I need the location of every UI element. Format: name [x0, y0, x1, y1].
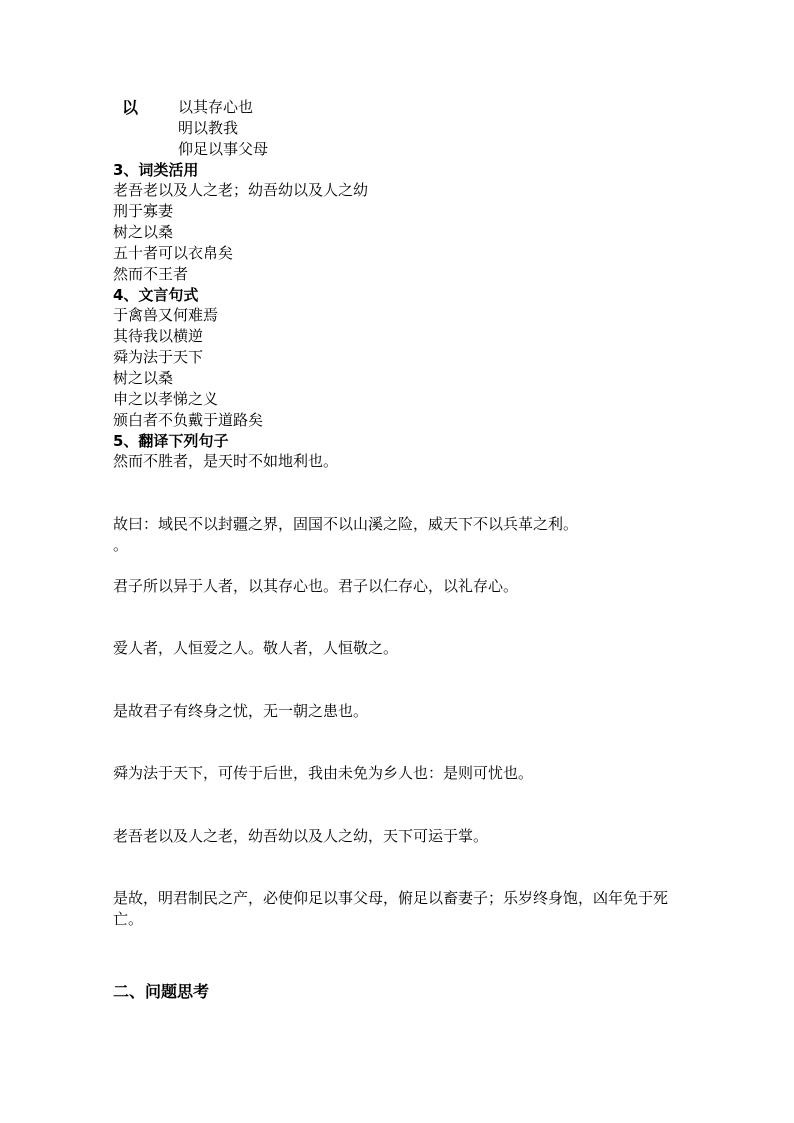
list-item: 树之以桑: [113, 223, 174, 241]
translation-sentence: 是故君子有终身之忧，无一朝之患也。: [113, 702, 369, 720]
translation-sentence: 君子所以异于人者，以其存心也。君子以仁存心，以礼存心。: [113, 577, 519, 595]
translation-sentence: 。: [113, 536, 129, 554]
list-item: 树之以桑: [113, 369, 174, 387]
list-item: 申之以孝悌之义: [113, 390, 219, 408]
translation-sentence: 故曰：域民不以封疆之界，固国不以山溪之险，威天下不以兵革之利。: [113, 515, 579, 533]
translation-sentence: 是故，明君制民之产，必使仰足以事父母，俯足以畜妻子；乐岁终身饱，凶年免于死亡。: [113, 889, 669, 928]
section-heading-4: 4、文言句式: [113, 286, 199, 304]
list-item: 其待我以横逆: [113, 327, 204, 345]
list-item: 五十者可以衣帛矣: [113, 244, 234, 262]
section-heading-5: 5、翻译下列句子: [113, 432, 229, 450]
yi-example-3: 仰足以事父母: [178, 140, 269, 158]
yi-example-2: 明以教我: [178, 119, 239, 137]
keyword-yi: 以: [122, 98, 139, 117]
list-item: 舜为法于天下: [113, 348, 204, 366]
section-heading-3: 3、词类活用: [113, 161, 199, 179]
part-heading: 二、问题思考: [113, 982, 210, 1001]
translation-sentence: 爱人者，人恒爱之人。敬人者，人恒敬之。: [113, 639, 399, 657]
list-item: 老吾老以及人之老；幼吾幼以及人之幼: [113, 181, 369, 199]
translation-sentence: 舜为法于天下，可传于后世，我由未免为乡人也：是则可忧也。: [113, 764, 534, 782]
list-item: 颁白者不负戴于道路矣: [113, 411, 264, 429]
yi-example-1: 以其存心也: [178, 98, 254, 116]
translation-sentence: 然而不胜者，是天时不如地利也。: [113, 452, 339, 470]
list-item: 然而不王者: [113, 265, 189, 283]
translation-sentence: 老吾老以及人之老，幼吾幼以及人之幼，天下可运于掌。: [113, 827, 489, 845]
list-item: 于禽兽又何难焉: [113, 306, 219, 324]
list-item: 刑于寡妻: [113, 202, 174, 220]
